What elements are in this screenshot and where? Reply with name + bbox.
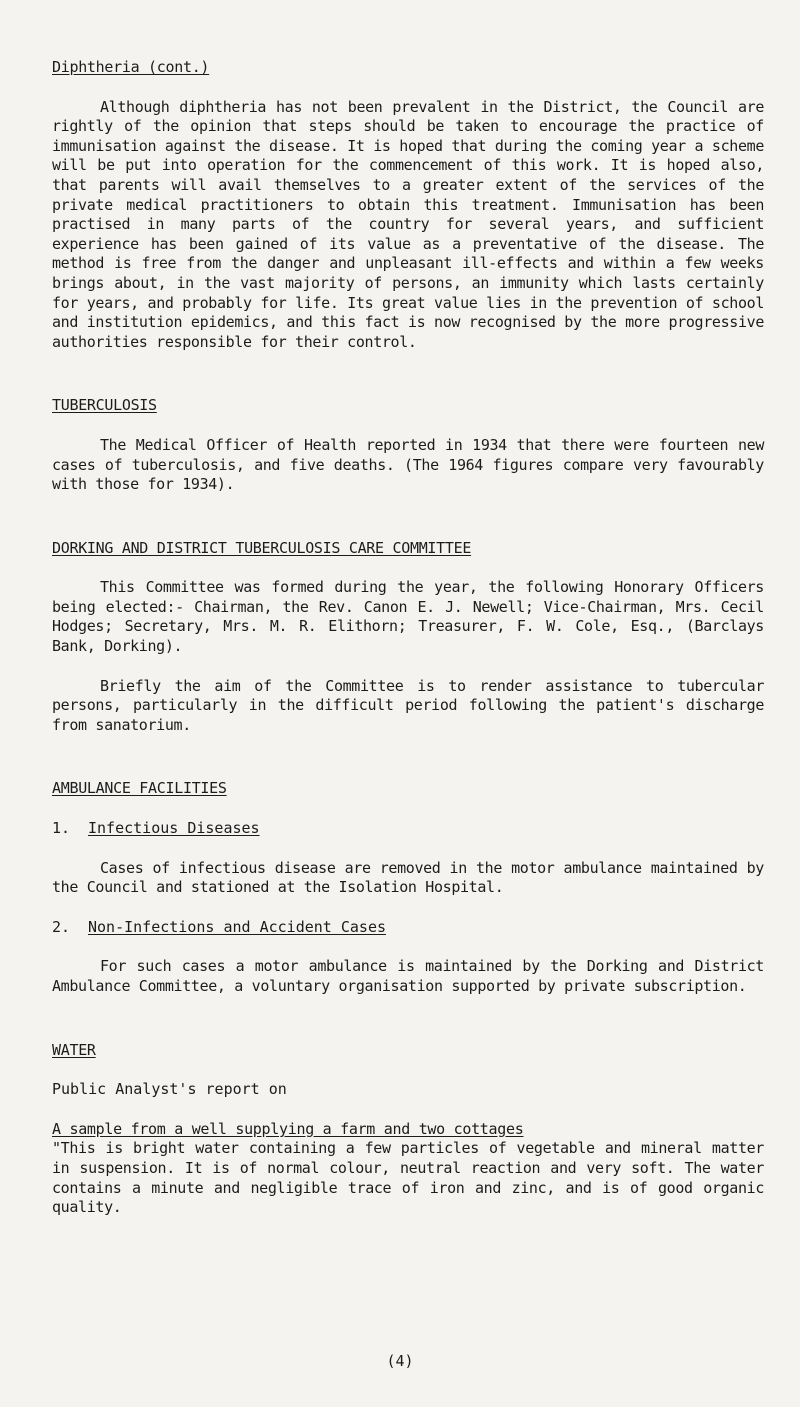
ambulance-item-number: 1. [52,819,71,838]
committee-heading: DORKING AND DISTRICT TUBERCULOSIS CARE COMMITTEE [52,538,472,557]
ambulance-item [52,819,764,898]
water-report-quote: "This is bright water containing a few particles of vegetable and mineral matter in suspension. It is of normal colour, neutral reaction and very soft. The water contains a minute and negligible trace of iron and zinc, and is of good organic quality. [52,1139,764,1217]
water-heading: WATER [52,1040,96,1059]
water-sample-title: A sample from a well supplying a farm and two cottages [52,1119,524,1138]
ambulance-item-text: Cases of infectious disease are removed in the motor ambulance maintained by the Council and stationed at the Isolation Hospital. [52,858,764,897]
ambulance-heading: AMBULANCE FACILITIES [52,779,227,798]
committee-paragraph-aim: Briefly the aim of the Committee is to render assistance to tubercular persons, particularly in the difficult period following the patient's discharge from sanatorium. [52,676,764,734]
ambulance-item-title: Non-Infections and Accident Cases [88,917,387,936]
ambulance-item-text: For such cases a motor ambulance is maintained by the Dorking and District Ambulance Committee, a voluntary organisation supported by private subscription. [52,957,764,995]
tuberculosis-paragraph: The Medical Officer of Health reported in 1934 that there were fourteen new cases of tuberculosis, and five deaths. (The 1964 figures compare very favourably with those for 1934). [52,435,764,494]
ambulance-item-title: Infectious Diseases [88,819,260,838]
ambulance-item-number: 2. [52,917,71,936]
ambulance-item [52,918,764,997]
tuberculosis-heading: TUBERCULOSIS [52,396,157,415]
water-report-intro: Public Analyst's report on [52,1080,287,1099]
document-page [52,58,764,1218]
diphtheria-heading: Diphtheria (cont.) [52,58,210,76]
diphtheria-paragraph: Although diphtheria has not been prevalent in the District, the Council are rightly of the opinion that steps should be taken to encourage the practice of immunisation against the disease. It is hoped that during the coming year a scheme will be put into operation for the commencement of this work. It is hoped also, that parents will avail themselves to a greater extent of the services of the private medical practitioners to obtain this treatment. Immunisation has been practised in many parts of the country for several years, and sufficient experience has been gained of its value as a preventative of the disease. The method is free from the danger and unpleasant ill-effects and within a few weeks brings about, in the vast majority of persons, an immunity which lasts certainly for years, and probably for life. Its great value lies in the prevention of school and institution epidemics, and this fact is now recognised by the more progressive authorities responsible for their control. [52,97,764,351]
committee-paragraph-officers: This Committee was formed during the year, the following Honorary Officers being elected:- Chairman, the Rev. Canon E. J. Newell; Vice-Chairman, Mrs. Cecil Hodges; Secretary, Mrs. M. R. Elithorn; Treasurer, F. W. Cole, Esq., (Barclays Bank, Dorking). [52,578,764,656]
page-number: (4) [386,1352,414,1370]
